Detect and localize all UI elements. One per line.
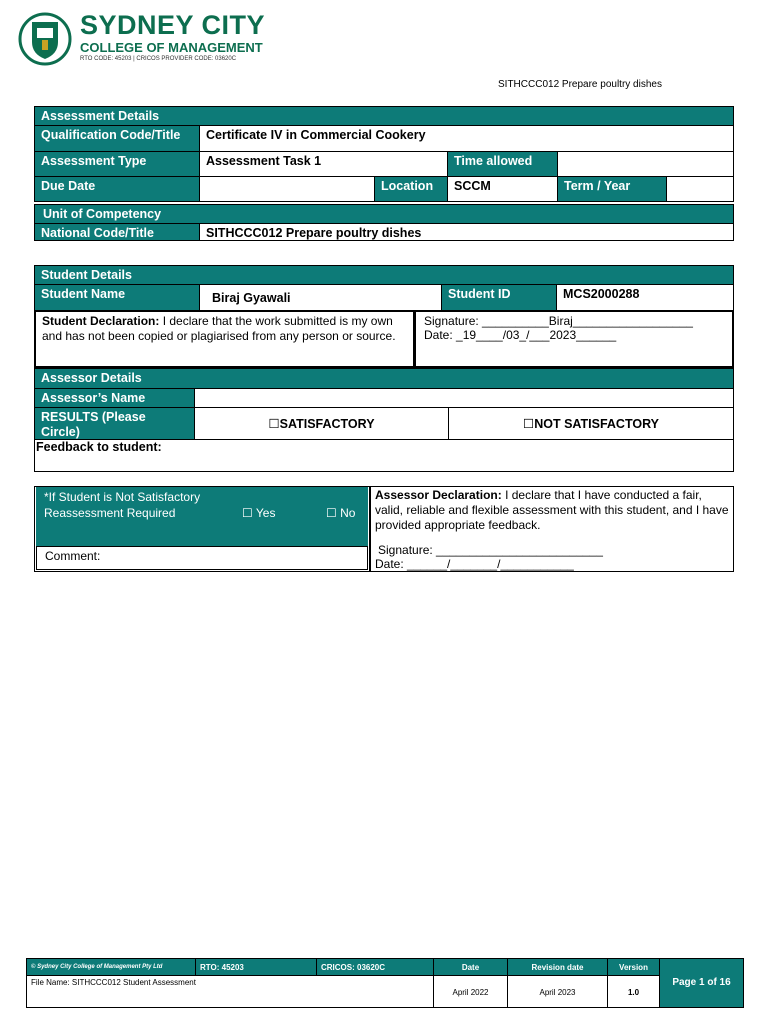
footer-version-label: Version: [607, 958, 660, 976]
comment-field: Comment:: [36, 546, 368, 570]
results-label: RESULTS (Please Circle): [34, 407, 195, 440]
due-date-label: Due Date: [34, 176, 200, 202]
student-date-line: Date: _19____/03_/___2023______: [424, 328, 617, 342]
reassessment-required-label: Reassessment Required: [44, 506, 176, 520]
assessor-name-value: [194, 388, 734, 408]
location-label: Location: [374, 176, 448, 202]
qualification-label: Qualification Code/Title: [34, 125, 200, 152]
student-id-value: MCS2000288: [556, 284, 734, 311]
assessment-details-heading: Assessment Details: [34, 106, 734, 126]
college-logo: [18, 12, 72, 66]
footer-date-label: Date: [433, 958, 508, 976]
college-codes: RTO CODE: 45203 | CRICOS PROVIDER CODE: 03620C: [80, 56, 237, 62]
assessment-type-label: Assessment Type: [34, 151, 200, 177]
student-declaration-label: Student Declaration:: [42, 314, 160, 328]
shield-crest-icon: [18, 12, 72, 66]
assessor-signature-line: Signature: _________________________: [378, 543, 603, 557]
reassessment-condition: *If Student is Not Satisfactory: [44, 490, 201, 504]
national-code-label: National Code/Title: [34, 223, 200, 241]
footer-revision-value: April 2023: [507, 975, 608, 1008]
assessor-declaration-text: I declare that I have conducted a fair, valid, reliable and flexible assessment with this student, and I have provided appropriate feedback.: [375, 488, 729, 532]
reassessment-divider: [369, 487, 371, 571]
assessor-date-line: Date: ______/_______/___________: [375, 557, 574, 571]
student-signature-line: Signature: __________Biraj__________________: [424, 314, 693, 328]
location-value: SCCM: [447, 176, 558, 202]
reassessment-panel: [36, 487, 368, 546]
feedback-label: Feedback to student:: [34, 439, 734, 472]
student-signature-block: [414, 310, 734, 368]
national-code-value: SITHCCC012 Prepare poultry dishes: [199, 223, 734, 241]
due-date-value: [199, 176, 375, 202]
footer-copyright: © Sydney City College of Management Pty Ltd: [26, 958, 196, 976]
footer-cricos: CRICOS: 03620C: [316, 958, 434, 976]
assessor-declaration-label: Assessor Declaration:: [375, 488, 502, 502]
reassessment-no-checkbox[interactable]: ☐ No: [326, 506, 356, 520]
satisfactory-option[interactable]: ☐SATISFACTORY: [194, 407, 449, 440]
student-id-label: Student ID: [441, 284, 557, 311]
footer-date-value: April 2022: [433, 975, 508, 1008]
student-name-value: Biraj Gyawali: [199, 284, 442, 311]
footer-rto: RTO: 45203: [195, 958, 317, 976]
college-subtitle: COLLEGE OF MANAGEMENT: [80, 40, 263, 55]
assessor-name-label: Assessor’s Name: [34, 388, 195, 408]
unit-of-competency-heading: Unit of Competency: [34, 204, 734, 224]
footer-file-name: File Name: SITHCCC012 Student Assessment: [26, 975, 434, 1008]
student-declaration-text: I declare that the work submitted is my own and has not been copied or plagiarised from any person or source.: [42, 314, 396, 343]
reassessment-yes-checkbox[interactable]: ☐ Yes: [242, 506, 276, 520]
term-year-label: Term / Year: [557, 176, 667, 202]
student-name-label: Student Name: [34, 284, 200, 311]
time-allowed-label: Time allowed: [447, 151, 558, 177]
footer-page-number: Page 1 of 16: [659, 958, 744, 1008]
assessment-type-value: Assessment Task 1: [199, 151, 448, 177]
footer-revision-label: Revision date: [507, 958, 608, 976]
not-satisfactory-option[interactable]: ☐NOT SATISFACTORY: [448, 407, 734, 440]
footer-version-value: 1.0: [607, 975, 660, 1008]
college-name: SYDNEY CITY: [80, 10, 266, 40]
unit-reference: SITHCCC012 Prepare poultry dishes: [498, 79, 662, 90]
assessor-details-heading: Assessor Details: [34, 368, 734, 389]
term-year-value: [666, 176, 734, 202]
assessor-declaration: [375, 488, 730, 533]
reassessment-required-row: [44, 505, 360, 521]
student-details-heading: Student Details: [34, 265, 734, 285]
qualification-value: Certificate IV in Commercial Cookery: [199, 125, 734, 152]
time-allowed-value: [557, 151, 734, 177]
student-declaration: [34, 310, 415, 368]
